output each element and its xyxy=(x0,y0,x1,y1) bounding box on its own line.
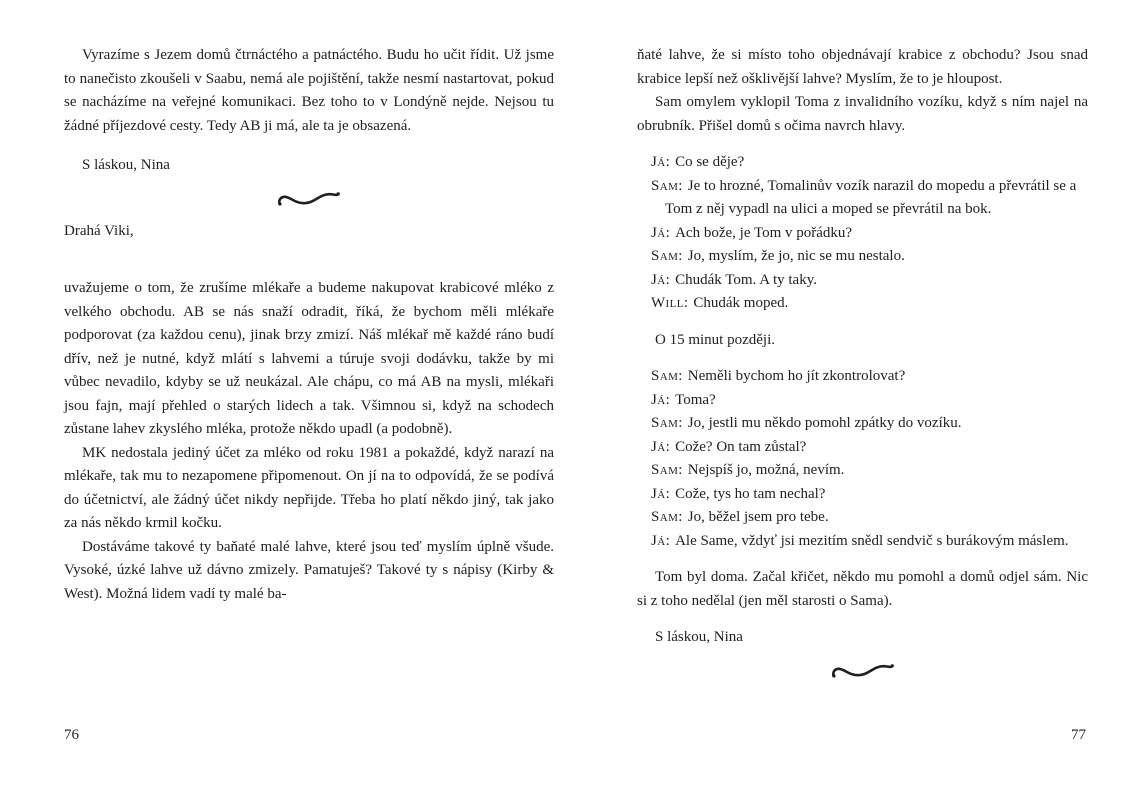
dialogue-line xyxy=(637,245,1088,269)
speaker-label: Já: xyxy=(651,438,671,455)
left-page-text xyxy=(64,0,554,606)
narration: O 15 minut později. xyxy=(655,331,775,348)
dialogue-text: Toma? xyxy=(675,391,716,408)
squiggle-icon xyxy=(831,661,895,681)
paragraph: Dostáváme takové ty baňaté malé lahve, které jsou teď myslím úplně všude. Vysoké, úzké lahve už dávno zmizely. Pamatuješ? Takové ty s nápisy (Kirby & West). Možná lidem vadí ty malé ba- xyxy=(64,538,554,602)
right-page-text xyxy=(637,0,1088,692)
blank-line xyxy=(637,613,1088,626)
speaker-label: Sam: xyxy=(651,462,683,478)
blank-line xyxy=(637,352,1088,365)
paragraph: ňaté lahve, že si místo toho objednávají krabice z obchodu? Jsou snad krabice lepší než ošklivější lahve? Myslím, že to je hloupost. xyxy=(637,47,1088,87)
paragraph: Tom byl doma. Začal křičet, někdo mu pomohl a domů odjel sám. Nic si z toho nedělal (jen měl starosti o Sama). xyxy=(637,569,1088,609)
dialogue-line xyxy=(637,483,1088,507)
speaker-label: Sam: xyxy=(651,509,683,525)
dialogue-line xyxy=(637,175,1088,222)
paragraph: Vyrazíme s Jezem domů čtrnáctého a patnáctého. Budu ho učit řídit. Už jsme to nanečisto zkoušeli v Saabu, nemá ale pojištění, takže nesmí nastartovat, pokud se nacházíme na veřejné komunikaci. Bez toho to v Londýně nejde. Nejsou tu žádné příjezdové cesty. Tedy AB ji má, ale ta je obsazená. xyxy=(64,47,554,134)
speaker-label: Já: xyxy=(651,271,671,288)
speaker-label: Sam: xyxy=(651,248,683,264)
dialogue-text: Jo, běžel jsem pro tebe. xyxy=(687,509,829,525)
speaker-label: Já: xyxy=(651,485,671,502)
dialogue-line xyxy=(637,222,1088,246)
speaker-label: Já: xyxy=(651,391,671,408)
dialogue-text: Jo, myslím, že jo, nic se mu nestalo. xyxy=(687,248,905,264)
squiggle-icon xyxy=(277,189,341,209)
left-page xyxy=(64,0,554,800)
dialogue-line xyxy=(637,389,1088,413)
signature: S láskou, Nina xyxy=(82,157,170,173)
right-page xyxy=(637,0,1088,800)
squiggle-ornament xyxy=(64,178,554,220)
dialogue-text: Je to hrozné, Tomalinův vozík narazil do mopedu a převrátil se a Tom z něj vypadl na ulici a moped se převrátil na bok. xyxy=(665,177,1077,217)
speaker-label: Já: xyxy=(651,154,671,170)
blank-line xyxy=(637,138,1088,151)
dialogue-text: Co se děje? xyxy=(675,154,745,170)
speaker-label: Sam: xyxy=(651,415,683,431)
blank-line xyxy=(64,243,554,277)
dialogue-line xyxy=(637,506,1088,530)
paragraph: Sam omylem vyklopil Toma z invalidního vozíku, když s ním najel na obrubník. Přišel domů s očima navrch hlavy. xyxy=(637,94,1088,134)
dialogue-line xyxy=(637,459,1088,483)
dialogue-text: Cože, tys ho tam nechal? xyxy=(675,485,826,502)
paragraph: MK nedostala jediný účet za mléko od roku 1981 a pokaždé, když narazí na mlékaře, tak mu to nezapomene připomenout. On jí na to odpovídá, že se podívá do účetnictví, ale žádný účet nikdy nepřijde. Třeba ho platí někdo jiný, tak jako za nás někdo krmil kočku. xyxy=(64,444,554,531)
speaker-label: Já: xyxy=(651,224,671,241)
dialogue-line xyxy=(637,412,1088,436)
salutation: Drahá Viki, xyxy=(64,222,134,239)
page-number: 76 xyxy=(64,727,79,743)
paragraph: uvažujeme o tom, že zrušíme mlékaře a budeme nakupovat krabicové mléko z velkého obchodu. AB se nás snaží odradit, říká, že bychom měli mlékaře podporovat (za každou cenu), jinak brzy zmizí. Náš mlékař mě každé ráno budí dřív, než je nutné, když mlátí s lahvemi a túruje svoji dodávku, takže by mi vůbec nevadilo, kdyby se už neukázal. Ale chápu, co má AB na mysli, mlékaři jsou fajn, mají přehled o starých lidech a tak. Všimnou si, když na schodech zůstane lahev zkyslého mléka, protože někdo upadl (a podobně). xyxy=(64,280,554,437)
dialogue-line xyxy=(637,151,1088,175)
dialogue-text: Cože? On tam zůstal? xyxy=(675,438,807,455)
blank-line xyxy=(64,138,554,154)
signature: S láskou, Nina xyxy=(655,629,743,645)
dialogue-text: Ale Same, vždyť jsi mezitím snědl sendvič s burákovým máslem. xyxy=(675,532,1069,549)
speaker-label: Sam: xyxy=(651,177,683,194)
speaker-label: Já: xyxy=(651,532,671,549)
page-number: 77 xyxy=(1071,727,1086,743)
dialogue-line xyxy=(637,292,1088,316)
dialogue-text: Chudák Tom. A ty taky. xyxy=(675,271,817,288)
blank-line xyxy=(637,553,1088,566)
dialogue-text: Jo, jestli mu někdo pomohl zpátky do vozíku. xyxy=(687,415,962,431)
dialogue-line xyxy=(637,365,1088,389)
dialogue-line xyxy=(637,530,1088,554)
speaker-label: Will: xyxy=(651,295,689,311)
dialogue-line xyxy=(637,269,1088,293)
dialogue-text: Chudák moped. xyxy=(693,295,789,311)
speaker-label: Sam: xyxy=(651,368,683,384)
dialogue-text: Nejspíš jo, možná, nevím. xyxy=(687,462,845,478)
dialogue-line xyxy=(637,436,1088,460)
dialogue-text: Ach bože, je Tom v pořádku? xyxy=(675,224,853,241)
blank-line xyxy=(637,316,1088,329)
squiggle-ornament xyxy=(637,650,1088,692)
dialogue-text: Neměli bychom ho jít zkontrolovat? xyxy=(687,368,906,384)
